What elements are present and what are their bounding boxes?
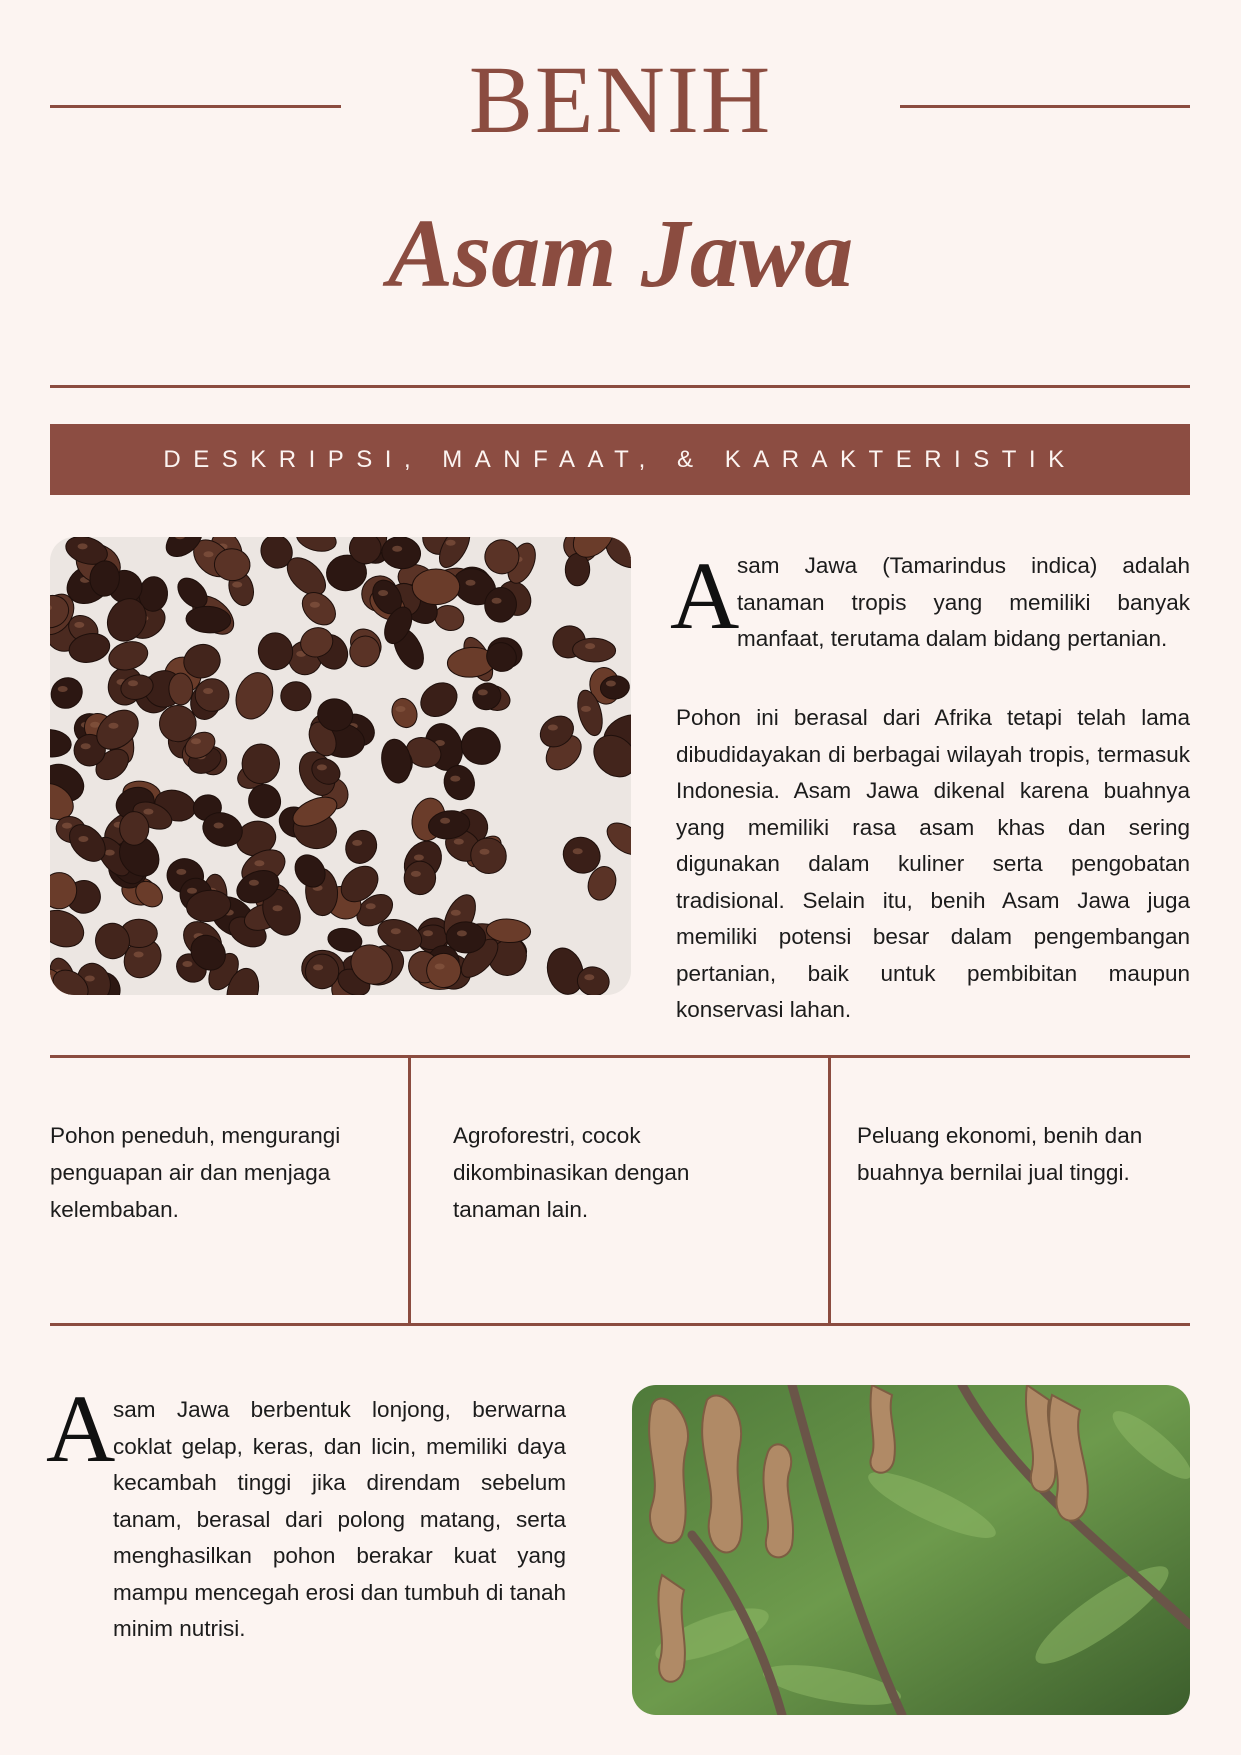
benefit-agroforestry: Agroforestri, cocok dikombinasikan dengan tanaman lain. xyxy=(453,1123,690,1222)
section-banner-label: DESKRIPSI, MANFAAT, & KARAKTERISTIK xyxy=(163,445,1077,473)
page-title: Asam Jawa xyxy=(387,200,854,308)
benefit-shade-tree: Pohon peneduh, mengurangi penguapan air dan menjaga kelembaban. xyxy=(50,1123,341,1222)
seeds-photo xyxy=(50,537,631,995)
benefit-economic: Peluang ekonomi, benih dan buahnya bernilai jual tinggi. xyxy=(857,1123,1143,1185)
characteristics-text: sam Jawa berbentuk lonjong, berwarna coklat gelap, keras, dan licin, memiliki daya kecambah tinggi jika direndam sebelum tanam, berasal dari polong matang, serta menghasilkan pohon berakar kuat yang mampu mencegah erosi dan tumbuh di tanah minim nutrisi. xyxy=(113,1397,566,1641)
intro-dropcap: A xyxy=(670,542,740,649)
intro-body: Pohon ini berasal dari Afrika tetapi telah lama dibudidayakan di berbagai wilayah tropis, termasuk Indonesia. Asam Jawa dikenal karena buahnya yang memiliki rasa asam khas dan sering digunakan dalam kuliner serta pengobatan tradisional. Selain itu, benih Asam Jawa juga memiliki potensi besar dalam pengembangan pertanian, baik untuk pembibitan maupun konservasi lahan. xyxy=(676,705,1190,1022)
benefits-divider-1 xyxy=(408,1057,411,1323)
benefits-bottom-rule xyxy=(50,1323,1190,1326)
pods-photo xyxy=(632,1385,1190,1715)
benefits-divider-2 xyxy=(828,1057,831,1323)
characteristics-dropcap: A xyxy=(46,1375,116,1482)
page-kicker: BENIH xyxy=(468,46,773,153)
title-divider xyxy=(50,385,1190,388)
section-banner xyxy=(50,424,1190,495)
benefits-top-rule xyxy=(50,1055,1190,1058)
intro-lead: sam Jawa (Tamarindus indica) adalah tanaman tropis yang memiliki banyak manfaat, terutama dalam bidang pertanian. xyxy=(737,553,1190,651)
